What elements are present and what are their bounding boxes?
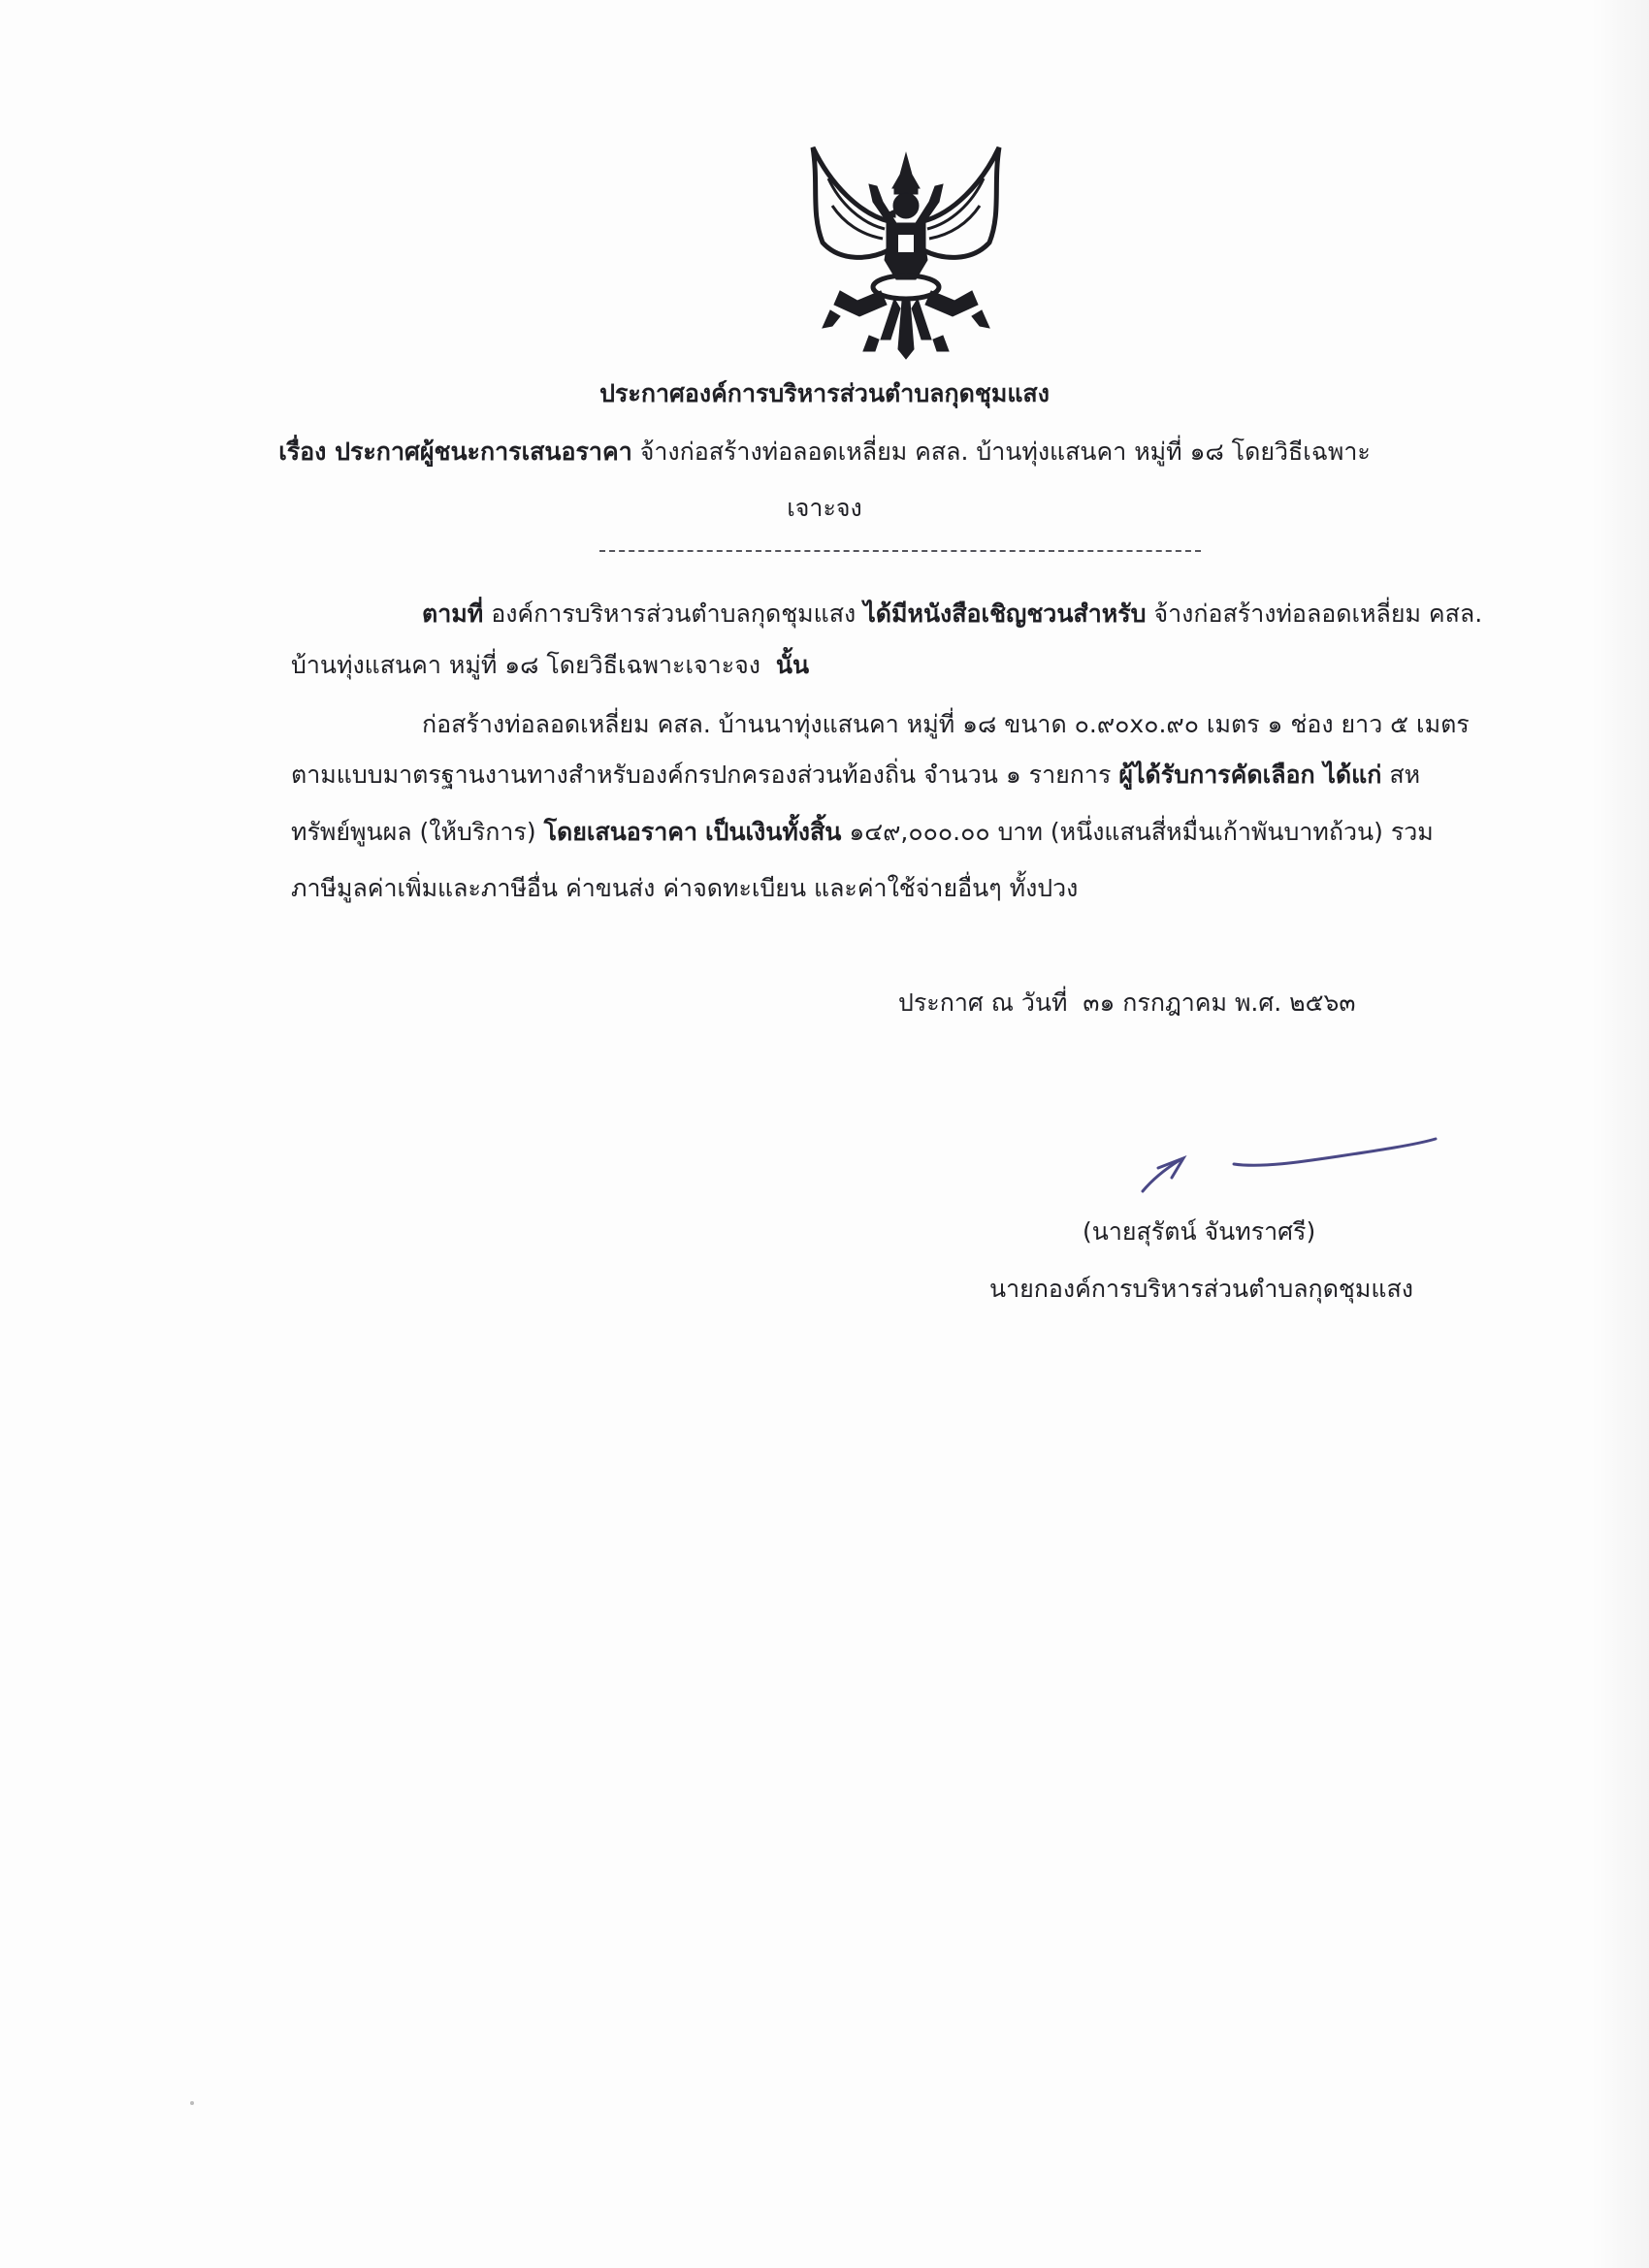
paragraph-2-line-3 <box>291 816 1434 849</box>
p2-amount: ๑๔๙,๐๐๐.๐๐ บาท (หนึ่งแสนสี่หมื่นเก้าพันบาทถ้วน) <box>849 818 1383 846</box>
paragraph-1-line-1 <box>422 598 1482 631</box>
p1-org: องค์การบริหารส่วนตำบลกุดชุมแสง <box>491 599 857 628</box>
p1-label: ตามที่ <box>422 599 484 628</box>
date-value: ๓๑ กรกฎาคม พ.ศ. ๒๕๖๓ <box>1083 988 1356 1017</box>
signatory-name: (นายสุรัตน์ จันทราศรี) <box>1083 1217 1316 1246</box>
p2-offer-label: โดยเสนอราคา <box>543 818 698 846</box>
signatory-position: นายกองค์การบริหารส่วนตำบลกุดชุมแสง <box>989 1275 1413 1303</box>
date-label: ประกาศ ณ วันที่ <box>898 988 1068 1017</box>
subject-continuation: เจาะจง <box>787 494 862 522</box>
paragraph-2-line-2 <box>291 759 1420 792</box>
announcement-date <box>898 987 1356 1020</box>
subject-label: เรื่อง ประกาศผู้ชนะการเสนอราคา <box>278 437 632 466</box>
scan-speck <box>190 2101 194 2105</box>
p1-end: นั้น <box>775 651 810 679</box>
paragraph-1-line-2 <box>291 649 809 682</box>
dashed-divider <box>599 550 1201 552</box>
p1-project: จ้างก่อสร้างท่อลอดเหลี่ยม คสล. <box>1153 599 1483 628</box>
p2-line2-c: สห <box>1389 761 1421 789</box>
handwritten-signature <box>1096 1135 1445 1203</box>
subject-line <box>0 436 1649 469</box>
p2-winner-label: ผู้ได้รับการคัดเลือก ได้แก่ <box>1118 761 1382 789</box>
subject-text: จ้างก่อสร้างท่อลอดเหลี่ยม คสล. บ้านทุ่งแสนคา หมู่ที่ ๑๘ โดยวิธีเฉพาะ <box>639 437 1371 466</box>
p2-total-label: เป็นเงินทั้งสิ้น <box>704 818 842 846</box>
p2-line2-a: ตามแบบมาตรฐานงานทางสำหรับองค์กรปกครองส่วนท้องถิ่น จำนวน ๑ รายการ <box>291 761 1112 789</box>
garuda-emblem-icon <box>801 146 1011 364</box>
announcement-title: ประกาศองค์การบริหารส่วนตำบลกุดชุมแสง <box>599 379 1050 407</box>
p1-bold: ได้มีหนังสือเชิญชวนสำหรับ <box>863 599 1147 628</box>
paragraph-2-line-4: ภาษีมูลค่าเพิ่มและภาษีอื่น ค่าขนส่ง ค่าจดทะเบียน และค่าใช้จ่ายอื่นๆ ทั้งปวง <box>291 874 1079 902</box>
p1-line2: บ้านทุ่งแสนคา หมู่ที่ ๑๘ โดยวิธีเฉพาะเจาะจง <box>291 651 760 679</box>
p2-winner-name: ทรัพย์พูนผล (ให้บริการ) <box>291 818 536 846</box>
paragraph-2-line-1: ก่อสร้างท่อลอดเหลี่ยม คสล. บ้านนาทุ่งแสนคา หมู่ที่ ๑๘ ขนาด ๐.๙๐x๐.๙๐ เมตร ๑ ช่อง ยาว ๕ เมตร <box>422 710 1470 738</box>
page-edge-shadow <box>1591 0 1649 2268</box>
p2-line3-e: รวม <box>1390 818 1434 846</box>
